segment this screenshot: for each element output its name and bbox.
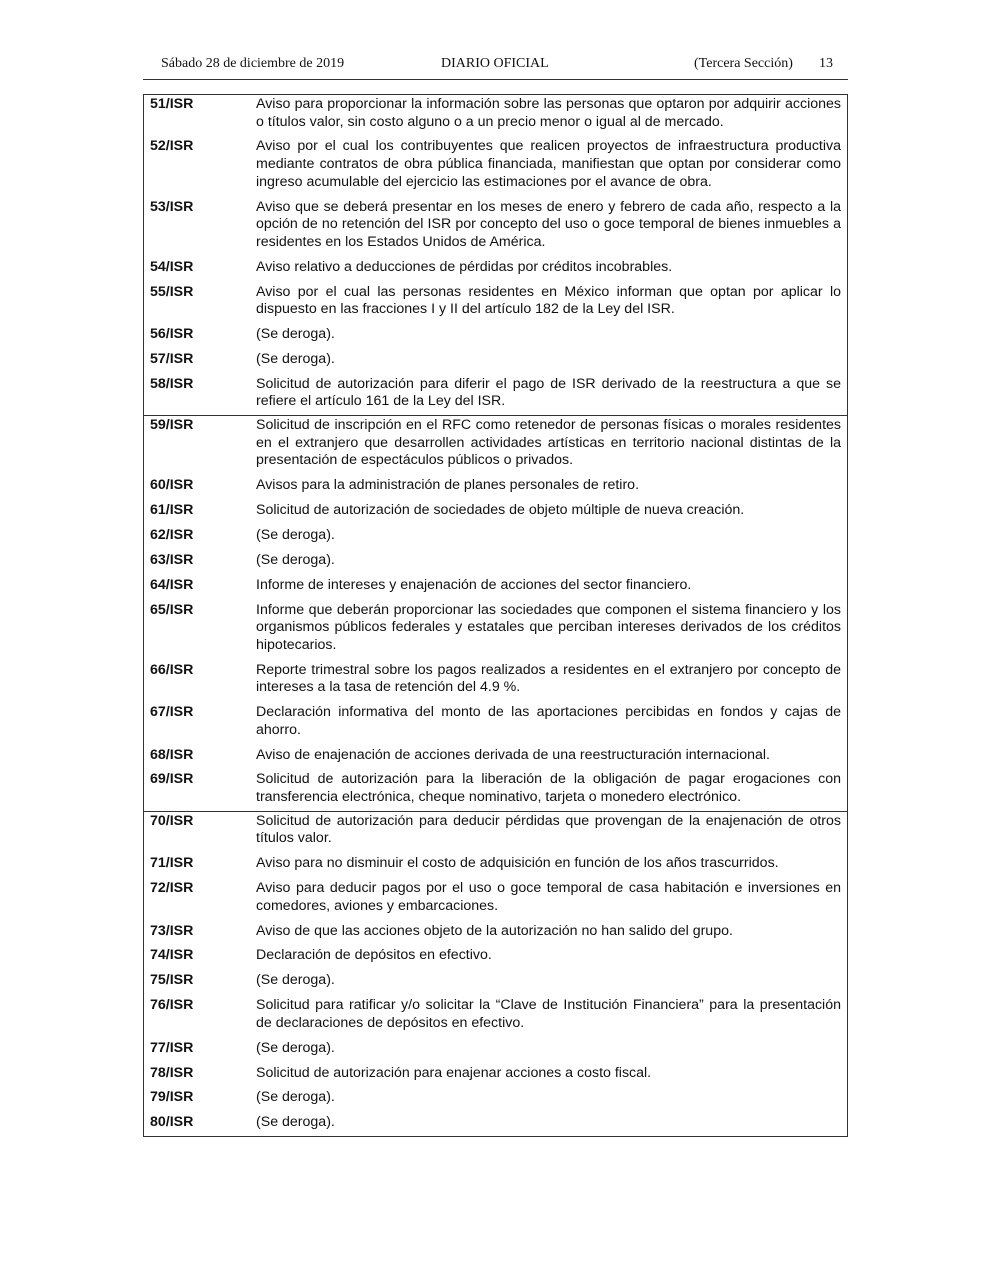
- procedure-description: Avisos para la administración de planes personales de retiro.: [256, 477, 640, 494]
- procedure-description: Solicitud de inscripción en el RFC como retenedor de personas físicas o morales residentes en el extranjero que desarrollen actividades artísticas en territorio nacional distintas de la presentación de espectáculos públicos o privados.: [256, 416, 841, 469]
- procedure-description: Solicitud de autorización para diferir el pago de ISR derivado de la reestructura a que se refiere el artículo 161 de la Ley del ISR.: [256, 375, 841, 410]
- procedure-description: (Se deroga).: [256, 326, 335, 343]
- procedure-description: Solicitud de autorización de sociedades de objeto múltiple de nueva creación.: [256, 501, 745, 518]
- table-row: [144, 880, 847, 915]
- procedure-description: Aviso relativo a deducciones de pérdidas por créditos incobrables.: [256, 258, 673, 275]
- table-row: [144, 477, 847, 495]
- procedure-code: 72/ISR: [150, 880, 194, 897]
- procedure-code: 76/ISR: [150, 997, 194, 1014]
- header-title: DIARIO OFICIAL: [441, 56, 549, 71]
- procedure-code: 63/ISR: [150, 551, 194, 568]
- procedure-description: Aviso que se deberá presentar en los meses de enero y febrero de cada año, respecto a la opción de no retención del ISR por concepto del uso o goce temporal de bienes inmuebles a residentes en los Estados Unidos de América.: [256, 198, 841, 250]
- procedure-description: Aviso por el cual las personas residentes en México informan que optan por aplicar lo dispuesto en las fracciones I y II del artículo 182 de la Ley del ISR.: [256, 283, 841, 318]
- table-row: [144, 602, 847, 655]
- procedure-description: Informe de intereses y enajenación de acciones del sector financiero.: [256, 576, 692, 593]
- procedure-code: 62/ISR: [150, 526, 194, 543]
- procedures-table: [143, 94, 848, 1137]
- table-row: [144, 947, 847, 965]
- table-row: [144, 747, 847, 765]
- procedure-code: 79/ISR: [150, 1089, 194, 1106]
- table-row: [144, 376, 847, 411]
- table-row: [144, 552, 847, 570]
- header-page-number: 13: [819, 56, 833, 71]
- table-row: [144, 96, 847, 131]
- header-section: (Tercera Sección): [694, 56, 793, 71]
- procedure-code: 64/ISR: [150, 576, 194, 593]
- procedure-code: 77/ISR: [150, 1039, 194, 1056]
- procedure-code: 52/ISR: [150, 138, 194, 155]
- procedure-code: 75/ISR: [150, 972, 194, 989]
- procedure-description: Aviso de enajenación de acciones derivada de una reestructuración internacional.: [256, 746, 770, 763]
- procedure-description: Aviso de que las acciones objeto de la autorización no han salido del grupo.: [256, 922, 733, 939]
- procedure-code: 66/ISR: [150, 661, 194, 678]
- procedure-description: (Se deroga).: [256, 526, 335, 543]
- procedure-code: 60/ISR: [150, 477, 194, 494]
- table-row: [144, 138, 847, 191]
- procedure-code: 56/ISR: [150, 326, 194, 343]
- table-row: [144, 199, 847, 252]
- procedure-code: 68/ISR: [150, 746, 194, 763]
- procedure-description: (Se deroga).: [256, 972, 335, 989]
- procedure-description: (Se deroga).: [256, 1089, 335, 1106]
- procedure-code: 53/ISR: [150, 198, 194, 215]
- table-row: [144, 972, 847, 990]
- procedure-code: 67/ISR: [150, 704, 194, 721]
- procedure-description: Solicitud de autorización para deducir pérdidas que provengan de la enajenación de otros títulos valor.: [256, 812, 841, 847]
- table-row: [144, 813, 847, 848]
- procedure-code: 61/ISR: [150, 501, 194, 518]
- header-rule: [143, 79, 848, 80]
- procedure-code: 69/ISR: [150, 771, 194, 788]
- procedure-code: 59/ISR: [150, 416, 194, 433]
- procedure-description: Aviso para proporcionar la información sobre las personas que optaron por adquirir acciones o títulos valor, sin costo alguno o a un precio menor o igual al de mercado.: [256, 96, 841, 130]
- procedure-description: (Se deroga).: [256, 1114, 335, 1131]
- procedure-code: 74/ISR: [150, 947, 194, 964]
- table-row: [144, 923, 847, 941]
- table-row: [144, 284, 847, 319]
- table-row: [144, 577, 847, 595]
- table-row: [144, 1040, 847, 1058]
- table-row: [144, 997, 847, 1032]
- table-block: [143, 94, 848, 416]
- procedure-code: 80/ISR: [150, 1114, 194, 1131]
- procedure-code: 57/ISR: [150, 350, 194, 367]
- procedure-description: Solicitud de autorización para la liberación de la obligación de pagar erogaciones con transferencia electrónica, cheque nominativo, tarjeta o monedero electrónico.: [256, 771, 841, 806]
- table-row: [144, 1065, 847, 1083]
- table-row: [144, 1114, 847, 1132]
- table-row: [144, 527, 847, 545]
- procedure-code: 70/ISR: [150, 812, 194, 829]
- procedure-description: Solicitud de autorización para enajenar acciones a costo fiscal.: [256, 1064, 652, 1081]
- procedure-code: 73/ISR: [150, 922, 194, 939]
- table-row: [144, 502, 847, 520]
- procedure-description: Reporte trimestral sobre los pagos realizados a residentes en el extranjero por concepto de intereses a la tasa de retención del 4.9 %.: [256, 661, 841, 696]
- table-row: [144, 1089, 847, 1107]
- procedure-code: 58/ISR: [150, 375, 194, 392]
- procedure-description: (Se deroga).: [256, 350, 335, 367]
- procedure-description: Declaración informativa del monto de las aportaciones percibidas en fondos y cajas de ahorro.: [256, 704, 841, 738]
- table-row: [144, 855, 847, 873]
- table-block: [143, 812, 848, 1137]
- procedure-code: 51/ISR: [150, 96, 194, 112]
- procedure-description: Declaración de depósitos en efectivo.: [256, 947, 492, 964]
- table-row: [144, 704, 847, 739]
- table-row: [144, 259, 847, 277]
- table-row: [144, 351, 847, 369]
- procedure-description: Aviso para deducir pagos por el uso o goce temporal de casa habitación e inversiones en comedores, aviones y embarcaciones.: [256, 880, 841, 914]
- table-block: [143, 416, 848, 812]
- procedure-description: (Se deroga).: [256, 551, 335, 568]
- page-header: [161, 56, 833, 76]
- procedure-code: 71/ISR: [150, 855, 194, 872]
- procedure-code: 78/ISR: [150, 1064, 194, 1081]
- procedure-code: 54/ISR: [150, 258, 194, 275]
- table-row: [144, 771, 847, 806]
- header-date: Sábado 28 de diciembre de 2019: [161, 56, 345, 71]
- table-row: [144, 417, 847, 470]
- table-row: [144, 326, 847, 344]
- table-row: [144, 662, 847, 697]
- procedure-description: (Se deroga).: [256, 1039, 335, 1056]
- procedure-code: 55/ISR: [150, 283, 194, 300]
- procedure-description: Solicitud para ratificar y/o solicitar la “Clave de Institución Financiera” para la presentación de declaraciones de depósitos en efectivo.: [256, 997, 841, 1031]
- procedure-description: Aviso por el cual los contribuyentes que realicen proyectos de infraestructura productiva mediante contratos de obra pública financiada, manifiestan que optan por considerar como ingreso acumulable del ejercicio las estimaciones por el avance de obra.: [256, 138, 841, 190]
- procedure-code: 65/ISR: [150, 601, 194, 618]
- procedure-description: Aviso para no disminuir el costo de adquisición en función de los años trascurridos.: [256, 855, 779, 872]
- procedure-description: Informe que deberán proporcionar las sociedades que componen el sistema financiero y los organismos públicos federales y estatales que perciban intereses derivados de los créditos hipotecarios.: [256, 601, 841, 653]
